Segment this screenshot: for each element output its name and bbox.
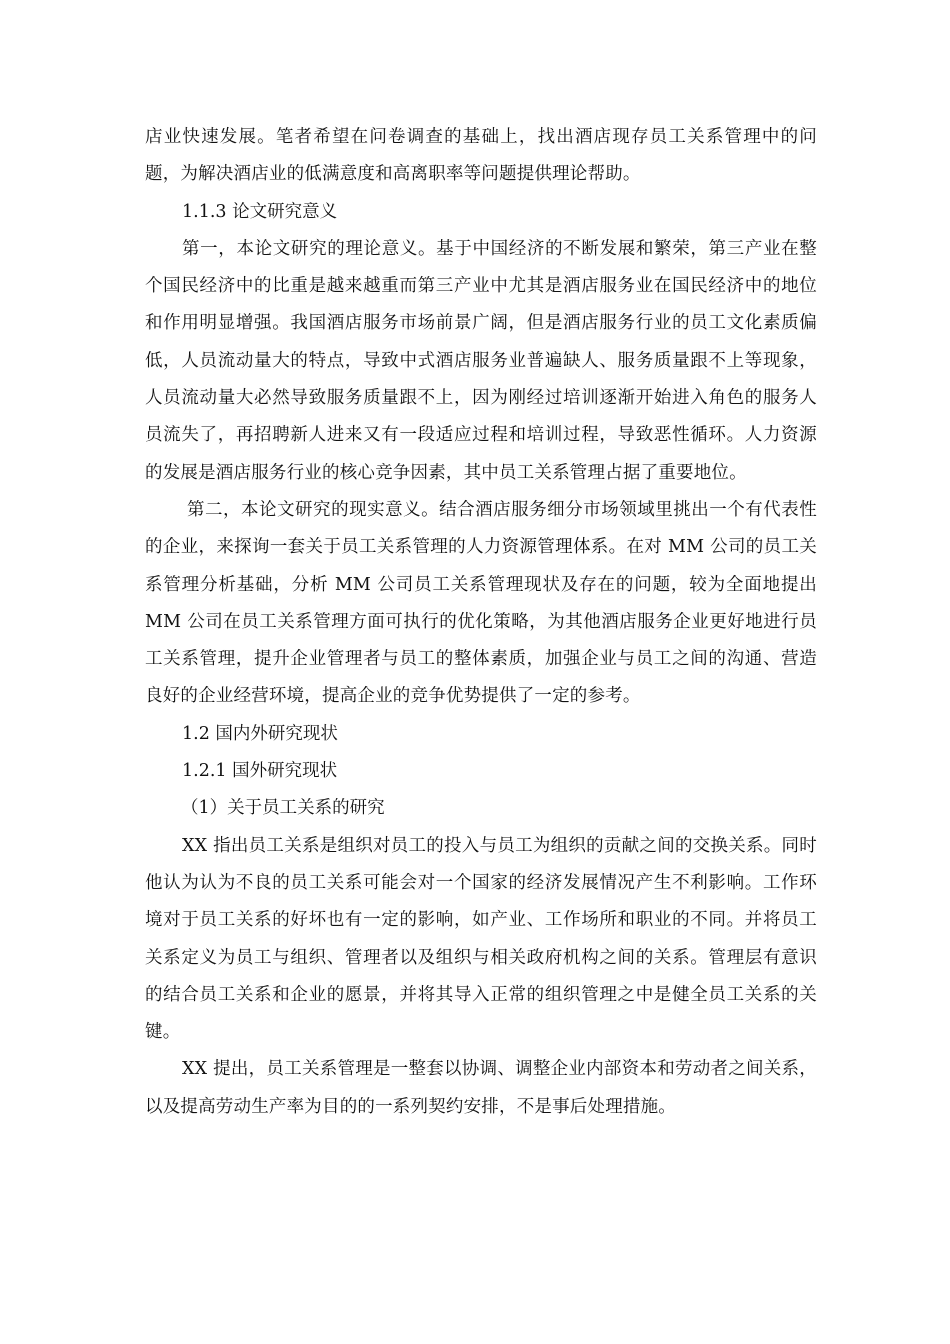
section-heading-1-2: 1.2 国内外研究现状 xyxy=(182,723,338,744)
paragraph-employee-relations-management: XX 提出，员工关系管理是一整套以协调、调整企业内部资本和劳动者之间关系，以及提高劳动生产率为目的的一系列契约安排，不是事后处理措施。 xyxy=(145,1059,817,1117)
paragraph-continued: 店业快速发展。笔者希望在问卷调查的基础上，找出酒店现存员工关系管理中的问题，为解决酒店业的低满意度和高离职率等问题提供理论帮助。 xyxy=(145,127,817,185)
document-body xyxy=(145,119,817,1126)
paragraph-theoretical-significance: 第一，本论文研究的理论意义。基于中国经济的不断发展和繁荣，第三产业在整个国民经济中的比重是越来越重而第三产业中尤其是酒店服务业在国民经济中的地位和作用明显增强。我国酒店服务市场前景广阔，但是酒店服务行业的员工文化素质偏低，人员流动量大的特点，导致中式酒店服务业普遍缺人、服务质量跟不上等现象，人员流动量大必然导致服务质量跟不上，因为刚经过培训逐渐开始进入角色的服务人员流失了，再招聘新人进来又有一段适应过程和培训过程，导致恶性循环。人力资源的发展是酒店服务行业的核心竞争因素，其中员工关系管理占据了重要地位。 xyxy=(145,238,817,483)
subsection-heading-employee-relations: （1）关于员工关系的研究 xyxy=(181,798,385,819)
paragraph-employee-relations-definition: XX 指出员工关系是组织对员工的投入与员工为组织的贡献之间的交换关系。同时他认为认为不良的员工关系可能会对一个国家的经济发展情况产生不利影响。工作环境对于员工关系的好坏也有一定的影响，如产业、工作场所和职业的不同。并将员工关系定义为员工与组织、管理者以及组织与相关政府机构之间的关系。管理层有意识的结合员工关系和企业的愿景，并将其导入正常的组织管理之中是健全员工关系的关键。 xyxy=(145,835,817,1043)
section-heading-1-2-1: 1.2.1 国外研究现状 xyxy=(182,761,338,782)
section-heading-1-1-3: 1.1.3 论文研究意义 xyxy=(182,201,338,222)
paragraph-practical-significance: 第二，本论文研究的现实意义。结合酒店服务细分市场领域里挑出一个有代表性的企业，来探询一套关于员工关系管理的人力资源管理体系。在对 MM 公司的员工关系管理分析基础，分析 MM 公司员工关系管理现状及存在的问题，较为全面地提出 MM 公司在员工关系管理方面可执行的优化策略，为其他酒店服务企业更好地进行员工关系管理，提升企业管理者与员工的整体素质，加强企业与员工之间的沟通、营造良好的企业经营环境，提高企业的竞争优势提供了一定的参考。 xyxy=(145,499,817,707)
